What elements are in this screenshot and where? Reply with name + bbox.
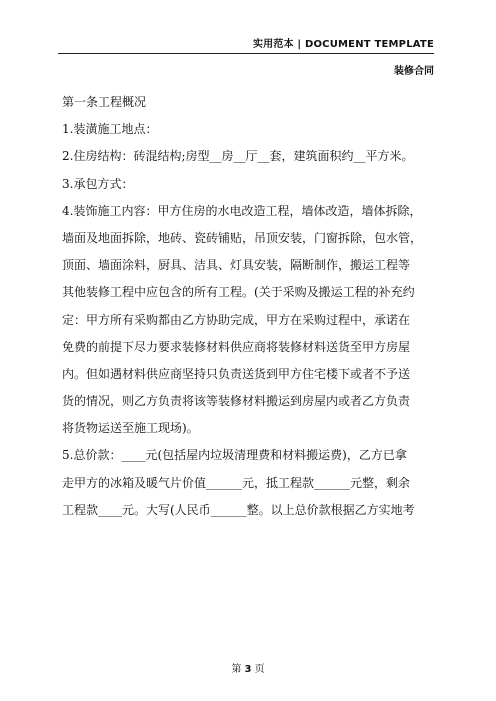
section-heading: 第一条工程概况 bbox=[62, 95, 147, 109]
body-line: 顶面、墙面涂料，厨具、洁具、灯具安装，隔断制作，搬运工程等 bbox=[62, 258, 411, 273]
body-line: 2.住房结构：砖混结构;房型__房__厅__套，建筑面积约__平方米。 bbox=[62, 149, 414, 164]
body-line: 5.总价款：____元(包括屋内垃圾清理费和材料搬运费)，乙方已拿 bbox=[62, 448, 407, 463]
page-header bbox=[58, 35, 434, 77]
footer-suffix: 页 bbox=[254, 664, 265, 675]
body-line: 内。但如遇材料供应商坚持只负责送货到甲方住宅楼下或者不予送 bbox=[62, 366, 411, 381]
page-number: 3 bbox=[244, 664, 252, 675]
header-divider bbox=[58, 53, 434, 54]
header-subtitle: 装修合同 bbox=[394, 66, 434, 77]
body-line: 货的情况，则乙方负责将该等装修材料搬运到房屋内或者乙方负责 bbox=[62, 394, 411, 409]
body-line: 工程款____元。大写(人民币______整。以上总价款根据乙方实地考 bbox=[62, 502, 415, 517]
header-title: 实用范本 | DOCUMENT TEMPLATE bbox=[252, 39, 434, 50]
body-line: 其他装修工程中应包含的所有工程。(关于采购及搬运工程的补充约 bbox=[62, 285, 415, 300]
page-footer bbox=[0, 660, 496, 675]
body-line: 墙面及地面拆除，地砖、瓷砖铺贴，吊顶安装，门窗拆除，包水管， bbox=[62, 230, 423, 245]
footer-prefix: 第 bbox=[231, 664, 242, 675]
body-line: 走甲方的冰箱及暖气片价值______元，抵工程款______元整，剩余 bbox=[62, 475, 411, 490]
body-line: 4.装饰施工内容：甲方住房的水电改造工程，墙体改造，墙体拆除， bbox=[62, 203, 422, 218]
document-body bbox=[62, 89, 440, 524]
body-line: 将货物运送至施工现场)。 bbox=[62, 421, 199, 436]
body-line: 定：甲方所有采购都由乙方协助完成，甲方在采购过程中，承诺在 bbox=[62, 312, 411, 327]
body-line: 免费的前提下尽力要求装修材料供应商将装修材料送货至甲方房屋 bbox=[62, 339, 411, 354]
body-line: 1.装潢施工地点： bbox=[62, 122, 158, 137]
body-line: 3.承包方式： bbox=[62, 176, 134, 191]
